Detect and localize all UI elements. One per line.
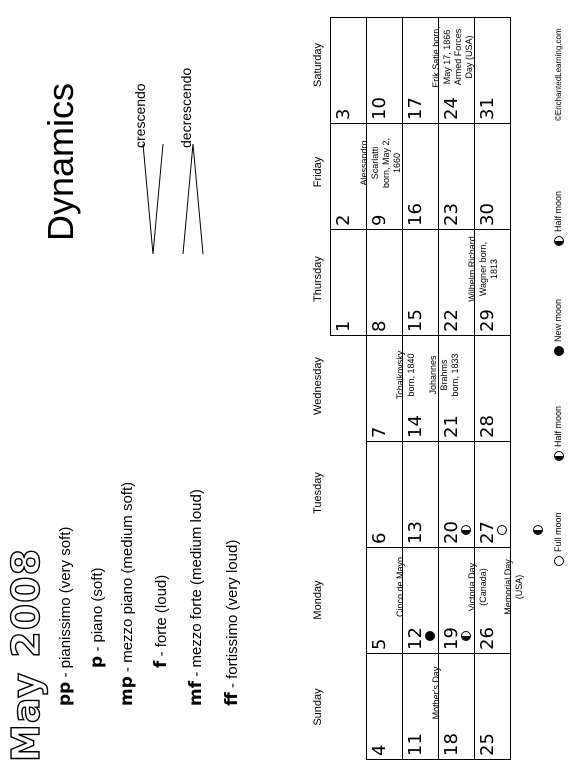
day-note: Mother's Day xyxy=(431,666,441,720)
day-number: 24 xyxy=(441,97,462,120)
day-number: 13 xyxy=(405,521,426,544)
day-header: Tuesday xyxy=(312,472,324,514)
day-number: 17 xyxy=(405,97,426,120)
calendar-week xyxy=(331,18,367,760)
day-header: Saturday xyxy=(312,42,324,88)
dynamic-text: - piano (soft) xyxy=(89,567,106,656)
site-credit: ©EnchantedLearning.com xyxy=(554,28,563,121)
day-number: 22 xyxy=(441,309,462,332)
dynamic-abbr: mf xyxy=(186,680,206,706)
calendar-day xyxy=(367,442,403,548)
calendar-day xyxy=(331,336,367,442)
dynamic-item xyxy=(186,489,206,706)
calendar-day xyxy=(367,654,403,760)
day-number: 14 xyxy=(405,415,426,438)
day-header: Wednesday xyxy=(312,357,324,415)
calendar-day xyxy=(331,18,367,124)
calendar-day xyxy=(331,124,402,230)
calendar-day xyxy=(403,124,439,230)
calendar-day xyxy=(475,548,524,654)
calendar-week xyxy=(403,18,439,760)
day-number: 23 xyxy=(441,203,462,226)
calendar-day xyxy=(439,654,475,760)
dynamic-item xyxy=(151,575,171,668)
day-note: Victoria Day (Canada) xyxy=(467,562,488,612)
day-number: 12 xyxy=(405,627,426,650)
calendar-day xyxy=(403,230,439,336)
calendar-day xyxy=(475,336,511,442)
new-moon-icon xyxy=(554,346,564,356)
day-number: 8 xyxy=(369,320,390,332)
dynamic-text: - forte (loud) xyxy=(153,574,170,661)
calendar-day xyxy=(439,442,475,548)
day-number: 15 xyxy=(405,309,426,332)
half-moon-icon xyxy=(554,236,564,246)
dynamic-item xyxy=(222,540,242,706)
dynamic-abbr: f xyxy=(151,660,171,668)
day-number: 31 xyxy=(477,97,498,120)
day-number: 6 xyxy=(369,532,390,544)
calendar-day xyxy=(331,654,367,760)
calendar-day xyxy=(439,336,475,442)
calendar-day xyxy=(475,230,511,336)
day-number: 30 xyxy=(477,203,498,226)
calendar-table xyxy=(330,17,524,760)
day-header: Monday xyxy=(312,580,324,620)
calendar-day xyxy=(403,654,439,760)
calendar-day xyxy=(439,18,475,124)
dynamic-text: - pianissimo (very soft) xyxy=(57,526,74,682)
calendar-week xyxy=(475,18,511,760)
dynamic-item xyxy=(87,567,107,668)
legend-label: Half moon xyxy=(553,190,563,232)
dynamic-abbr: mp xyxy=(117,676,137,706)
calendar-day xyxy=(331,230,367,336)
day-number: 26 xyxy=(477,627,498,650)
legend-item xyxy=(553,299,564,356)
dynamic-text: - mezzo piano (medium soft) xyxy=(119,481,136,677)
legend-item xyxy=(553,512,564,566)
day-header: Friday xyxy=(312,156,324,188)
legend-label: Full moon xyxy=(553,512,563,552)
day-number: 21 xyxy=(441,415,462,438)
calendar-day xyxy=(475,124,511,230)
decrescendo-hairpin-icon xyxy=(175,134,215,254)
calendar-day xyxy=(367,124,403,230)
calendar-day xyxy=(367,548,403,654)
calendar-day xyxy=(367,18,403,124)
calendar-day xyxy=(331,548,367,654)
calendar-day xyxy=(403,442,439,548)
day-header: Sunday xyxy=(312,688,324,726)
day-number: 25 xyxy=(477,733,498,756)
day-number: 19 xyxy=(441,627,462,650)
crescendo-label: crescendo xyxy=(132,83,148,148)
page-title: May 2008 xyxy=(4,547,48,762)
calendar-day xyxy=(475,442,511,548)
dynamic-abbr: pp xyxy=(55,681,75,706)
day-number: 16 xyxy=(405,203,426,226)
dynamic-abbr: ff xyxy=(222,692,242,706)
dynamic-item xyxy=(117,482,137,706)
legend-label: New moon xyxy=(553,298,563,342)
day-number: 28 xyxy=(477,415,498,438)
calendar-day xyxy=(331,442,367,548)
calendar-day xyxy=(439,124,475,230)
legend-item xyxy=(553,191,564,246)
day-number: 4 xyxy=(369,744,390,756)
calendar-week xyxy=(367,18,403,760)
day-number: 2 xyxy=(333,214,354,226)
calendar-grid xyxy=(330,17,524,760)
dynamic-text: - mezzo forte (medium loud) xyxy=(188,489,205,681)
dynamic-text: - fortissimo (very loud) xyxy=(224,539,241,693)
day-number: 20 xyxy=(441,521,462,544)
day-header: Thursday xyxy=(312,256,324,302)
day-number: 18 xyxy=(441,733,462,756)
half-moon-icon xyxy=(533,525,543,535)
decrescendo-label: decrescendo xyxy=(178,67,194,148)
day-note: Tchaikovsky born, 1840 Johannes Brahms born, 1833 xyxy=(395,350,460,400)
day-number: 10 xyxy=(369,97,390,120)
page-subtitle: Dynamics xyxy=(40,82,81,241)
day-number: 11 xyxy=(405,733,426,756)
dynamic-abbr: p xyxy=(87,655,107,668)
half-moon-icon xyxy=(554,451,564,461)
legend-item xyxy=(553,406,564,461)
day-number: 9 xyxy=(369,214,390,226)
crescendo-hairpin-icon xyxy=(135,134,175,254)
calendar-day xyxy=(403,336,439,442)
day-number: 29 xyxy=(477,309,498,332)
day-note: Erik Satie born, May 17, 1866 Armed Forces Day (USA) xyxy=(431,26,474,88)
calendar-day xyxy=(367,230,403,336)
day-note: Alessandro Scarlatti born, May 2, 1660 xyxy=(359,137,402,189)
calendar-day xyxy=(475,654,511,760)
legend-label: Half moon xyxy=(553,405,563,447)
dynamic-item xyxy=(55,527,75,706)
day-number: 3 xyxy=(333,108,354,120)
day-number: 7 xyxy=(369,426,390,438)
calendar-day xyxy=(403,548,439,654)
day-number: 5 xyxy=(369,638,390,650)
day-note: Memorial Day (USA) xyxy=(503,559,524,615)
calendar-week xyxy=(439,18,475,760)
day-number: 27 xyxy=(477,521,498,544)
day-note: Wilhelm Richard Wagner born, 1813 xyxy=(467,236,499,302)
day-note: Cinco de Mayo xyxy=(395,556,405,618)
day-number: 1 xyxy=(333,320,354,332)
full-moon-icon xyxy=(554,556,564,566)
calendar-day xyxy=(475,18,511,124)
